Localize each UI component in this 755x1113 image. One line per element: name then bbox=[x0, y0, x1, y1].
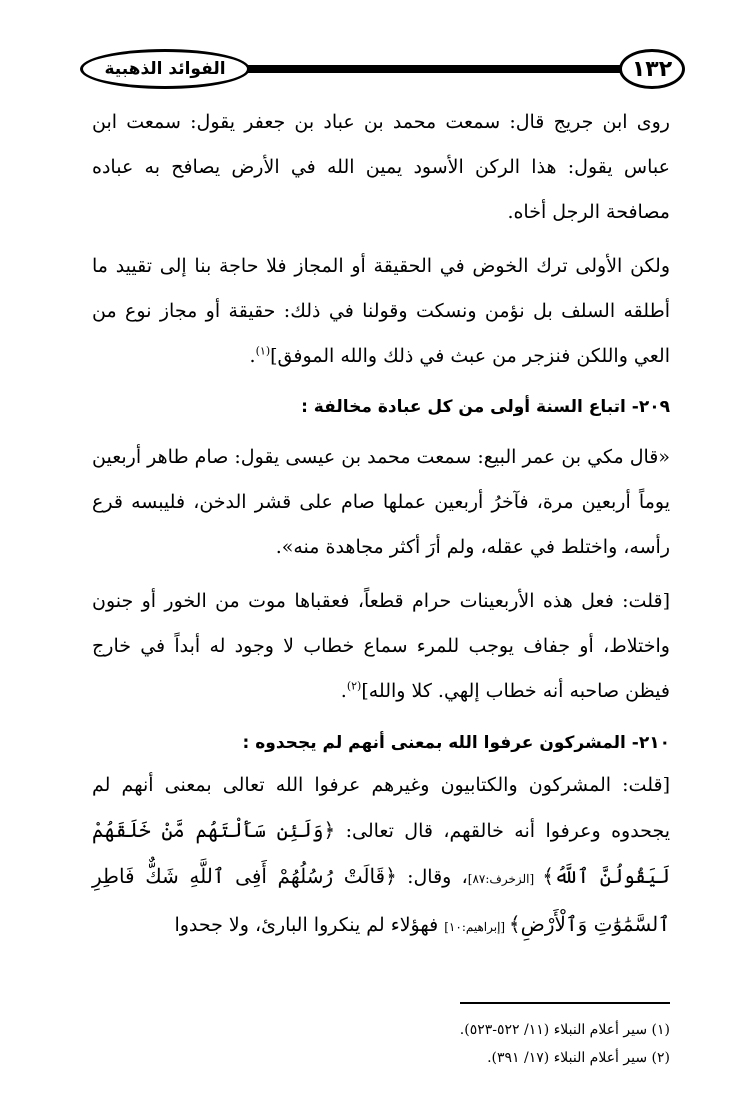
page-header bbox=[80, 44, 685, 94]
paragraph-4-text: [قلت: فعل هذه الأربعينات حرام قطعاً، فعقباها موت من الخور أو جنون واختلاط، أو جفاف يوجب للمرء سماع خطاب لا وجود له أبداً في خارج فيظن صاحبه أنه خطاب إلهي. كلا والله] bbox=[92, 590, 670, 702]
footnote-ref-1: (١) bbox=[255, 344, 271, 358]
paragraph-2-text: ولكن الأولى ترك الخوض في الحقيقة أو المجاز فلا حاجة بنا إلى تقييد ما أطلقه السلف بل نؤمن ونسكت وقولنا في ذلك: حقيقة أو مجاز نوع من العي واللكن فنزجر من عبث في ذلك والله الموفق] bbox=[92, 255, 670, 367]
footnote-divider bbox=[460, 1002, 670, 1004]
verse-ref-2: [إبراهيم:١٠] bbox=[444, 920, 509, 934]
header-rule bbox=[190, 65, 625, 73]
footnote-ref-2: (٢) bbox=[346, 679, 362, 693]
section-heading-210: ٢١٠- المشركون عرفوا الله بمعنى أنهم لم يجحدوه : bbox=[242, 733, 670, 753]
paragraph-5 bbox=[92, 763, 670, 950]
paragraph-3: «قال مكي بن عمر البيع: سمعت محمد بن عيسى يقول: صام طاهر أربعين يوماً أربعين مرة، فآخرُ أربعين عملها صام على قشر الدخن، فليبسه قرع رأسه، واختلط في عقله، ولم أرَ أكثر مجاهدة منه». bbox=[92, 446, 670, 558]
quran-verse-1: ﴿وَلَئِن سَأَلْتَهُم مَّنْ خَلَقَهُمْ لَيَقُولُنَّ ٱللَّهُ﴾ bbox=[92, 818, 671, 888]
book-title: الفوائد الذهبية bbox=[80, 49, 250, 89]
paragraph-4: [قلت: فعل هذه الأربعينات حرام قطعاً، فعقباها موت من الخور أو جنون واختلاط، أو جفاف يوجب للمرء سماع خطاب لا وجود له أبداً في خارج فيظن صاحبه أنه خطاب إلهي. كلا والله]$^{(٢)}$. bbox=[92, 590, 670, 702]
quran-verse-2: ﴿قَالَتْ رُسُلُهُمْ أَفِى ٱللَّهِ شَكٌّ فَاطِرِ ٱلسَّمَٰوَٰتِ وَٱلْأَرْضِ﴾ bbox=[92, 864, 670, 936]
paragraph-2: ولكن الأولى ترك الخوض في الحقيقة أو المجاز فلا حاجة بنا إلى تقييد ما أطلقه السلف بل نؤمن ونسكت وقولنا في ذلك: حقيقة أو مجاز نوع من العي واللكن فنزجر من عبث في ذلك والله الموفق]$^{(١)}$. bbox=[92, 255, 670, 367]
paragraph-5-part-c: فهؤلاء لم ينكروا البارئ، ولا جحدوا bbox=[174, 914, 445, 936]
page-number: ١٣٢ bbox=[619, 49, 685, 89]
footnote-1: (١) سير أعلام النبلاء (١١/ ٥٢٢-٥٢٣). bbox=[459, 1022, 670, 1038]
paragraph-5-part-b: ، وقال: bbox=[396, 866, 468, 888]
page-content bbox=[92, 100, 670, 950]
paragraph-1: روى ابن جريج قال: سمعت محمد بن عباد بن جعفر يقول: سمعت ابن عباس يقول: هذا الركن الأسود يمين الله في الأرض يصافح به عباده مصافحة الرجل أخاه. bbox=[92, 111, 670, 223]
paragraph-5-part-a: [قلت: المشركون والكتابيون وغيرهم عرفوا الله تعالى بمعنى أنهم لم يجحدوه وعرفوا أنه خالقهم، قال تعالى: bbox=[92, 774, 670, 842]
section-heading-209: ٢٠٩- اتباع السنة أولى من كل عبادة مخالفة : bbox=[301, 397, 670, 417]
footnotes bbox=[92, 1016, 670, 1072]
footnote-2: (٢) سير أعلام النبلاء (١٧/ ٣٩١). bbox=[487, 1050, 670, 1066]
verse-ref-1: [الزخرف:٨٧] bbox=[467, 872, 543, 886]
